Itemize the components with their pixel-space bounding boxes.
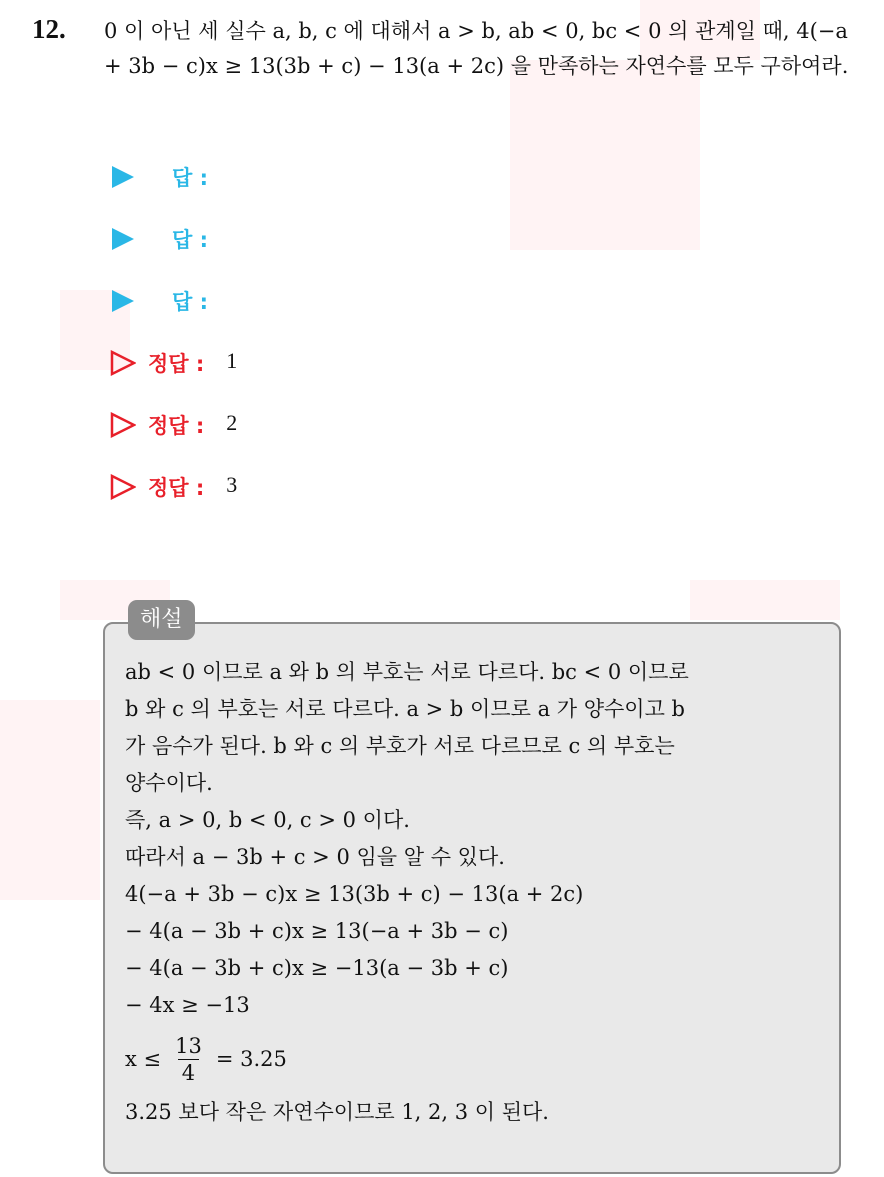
- fraction-line: [125, 1024, 825, 1094]
- correct-answer-value: 2: [226, 410, 238, 435]
- solution-line: 따라서 a − 3b + c > 0 임을 알 수 있다.: [125, 845, 505, 869]
- solution-line: − 4(a − 3b + c)x ≥ 13(−a + 3b − c): [125, 919, 509, 943]
- play-triangle-icon: [110, 288, 136, 314]
- fraction: [171, 1033, 206, 1086]
- fraction-denominator: 4: [178, 1059, 199, 1086]
- play-triangle-icon: [110, 226, 136, 252]
- solution-line: 양수이다.: [125, 771, 213, 795]
- solution-line: 가 음수가 된다. b 와 c 의 부호가 서로 다르므로 c 의 부호는: [125, 734, 675, 758]
- problem-text: 0 이 아닌 세 실수 a, b, c 에 대해서 a > b, ab < 0, bc < 0 의 관계일 때, 4(−a + 3b − c)x ≥ 13(3b + c) − 13(a + 2c) 을 만족하는 자연수를 모두 구하여라.: [104, 19, 849, 78]
- answer-label: 답 :: [172, 290, 208, 314]
- solution-title-tab: 해설: [128, 600, 195, 640]
- outline-triangle-icon: [110, 350, 136, 376]
- problem-number: 12.: [32, 14, 66, 44]
- fraction-numerator: 13: [175, 1033, 202, 1058]
- solution-line: 즉, a > 0, b < 0, c > 0 이다.: [125, 808, 410, 832]
- solution-line: ab < 0 이므로 a 와 b 의 부호는 서로 다르다. bc < 0 이므로: [125, 660, 689, 684]
- solution-line: − 4x ≥ −13: [125, 993, 250, 1017]
- solution-line: − 4(a − 3b + c)x ≥ −13(a − 3b + c): [125, 956, 509, 980]
- outline-triangle-icon: [110, 474, 136, 500]
- fraction-suffix: = 3.25: [215, 1046, 287, 1071]
- solution-text: [125, 654, 825, 1131]
- answer-section: [110, 162, 237, 534]
- solution-line: 4(−a + 3b − c)x ≥ 13(3b + c) − 13(a + 2c): [125, 882, 584, 906]
- correct-answer-value: 3: [226, 472, 238, 497]
- answer-label: 답 :: [172, 228, 208, 252]
- outline-triangle-icon: [110, 412, 136, 438]
- correct-answer-row: [110, 472, 237, 534]
- correct-answer-label: 정답 :: [148, 476, 205, 500]
- correct-answer-value: 1: [226, 348, 238, 373]
- play-triangle-icon: [110, 164, 136, 190]
- correct-answer-row: [110, 348, 237, 410]
- answer-blank-row: [110, 162, 237, 224]
- correct-answer-label: 정답 :: [148, 414, 205, 438]
- fraction-prefix: x ≤: [125, 1046, 162, 1071]
- answer-blank-row: [110, 286, 237, 348]
- solution-line: b 와 c 의 부호는 서로 다르다. a > b 이므로 a 가 양수이고 b: [125, 697, 686, 721]
- correct-answer-row: [110, 410, 237, 472]
- solution-conclusion: 3.25 보다 작은 자연수이므로 1, 2, 3 이 된다.: [125, 1100, 549, 1124]
- answer-label: 답 :: [172, 166, 208, 190]
- correct-answer-label: 정답 :: [148, 352, 205, 376]
- answer-blank-row: [110, 224, 237, 286]
